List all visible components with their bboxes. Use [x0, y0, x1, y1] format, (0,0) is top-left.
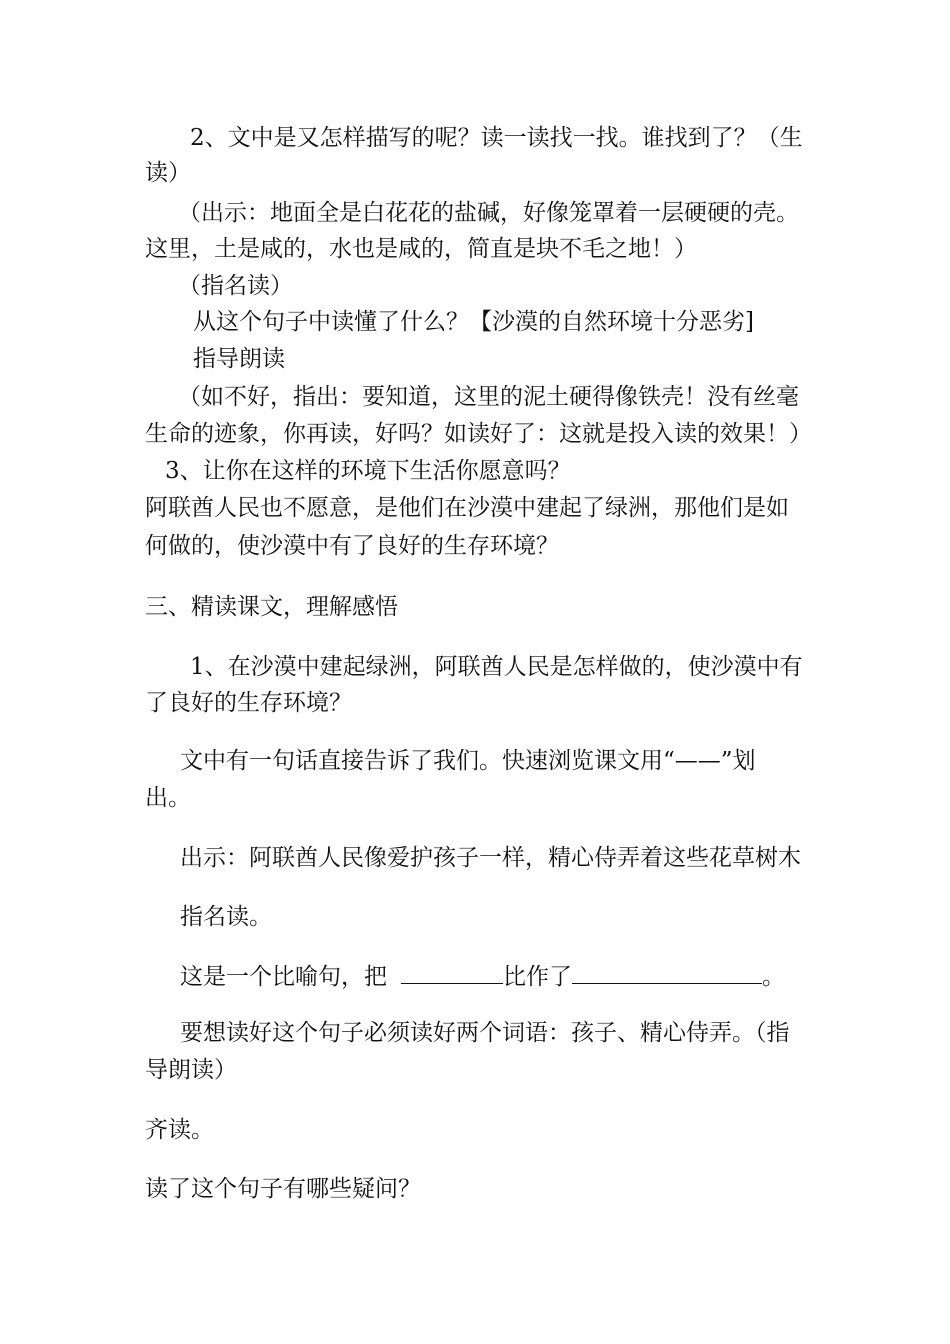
paragraph-browse-line-2: 出。 [145, 785, 191, 811]
question-1-line-2: 了良好的生存环境？ [145, 690, 352, 716]
instruction-read: （指名读） [178, 273, 293, 299]
instruction-read-2: 指名读。 [180, 904, 272, 930]
question-doubts: 读了这个句子有哪些疑问？ [145, 1176, 421, 1202]
fill-in-text-1: 这是一个比喻句，把 [180, 964, 387, 990]
note-line-1: （如不好，指出：要知道，这里的泥土硬得像铁壳！没有丝毫 [178, 384, 799, 410]
paragraph-2-line-2: 读） [145, 160, 191, 186]
quote-line-2: 这里，土是咸的，水也是咸的，简直是块不毛之地！） [145, 236, 697, 262]
paragraph-words-line-1: 要想读好这个句子必须读好两个词语：孩子、精心侍弄。（指 [180, 1020, 790, 1046]
paragraph-words-line-2: 导朗读） [145, 1057, 237, 1083]
paragraph-uae-line-2: 何做的，使沙漠中有了良好的生存环境？ [145, 533, 559, 559]
section-heading-3: 三、精读课文，理解感悟 [145, 594, 398, 620]
question-1-line-1: 1、在沙漠中建起绿洲，阿联酋人民是怎样做的，使沙漠中有 [190, 654, 803, 680]
quote-line-1: （出示：地面全是白花花的盐碱，好像笼罩着一层硬硬的壳。 [178, 200, 799, 226]
instruction-read-together: 齐读。 [145, 1117, 214, 1143]
fill-in-sentence [180, 959, 950, 993]
paragraph-browse-line-1: 文中有一句话直接告诉了我们。快速浏览课文用“——”划 [180, 748, 756, 774]
fill-in-text-2: 比作了 [503, 964, 572, 990]
paragraph-2-line-1: 2、文中是又怎样描写的呢？读一读找一找。谁找到了？（生 [190, 125, 803, 151]
paragraph-uae-line-1: 阿联酋人民也不愿意，是他们在沙漠中建起了绿洲，那他们是如 [145, 495, 789, 521]
quote-sentence: 出示：阿联酋人民像爱护孩子一样，精心侍弄着这些花草树木 [180, 845, 801, 871]
note-line-2: 生命的迹象，你再读，好吗？如读好了：这就是投入读的效果！） [145, 421, 812, 447]
question-understanding: 从这个句子中读懂了什么？【沙漠的自然环境十分恶劣] [193, 309, 754, 335]
fill-blank-2[interactable] [572, 959, 762, 984]
fill-in-text-3: 。 [762, 964, 785, 990]
question-3: 3、让你在这样的环境下生活你愿意吗？ [165, 458, 571, 484]
instruction-guided-reading: 指导朗读 [193, 346, 285, 372]
fill-blank-1[interactable] [401, 959, 503, 984]
